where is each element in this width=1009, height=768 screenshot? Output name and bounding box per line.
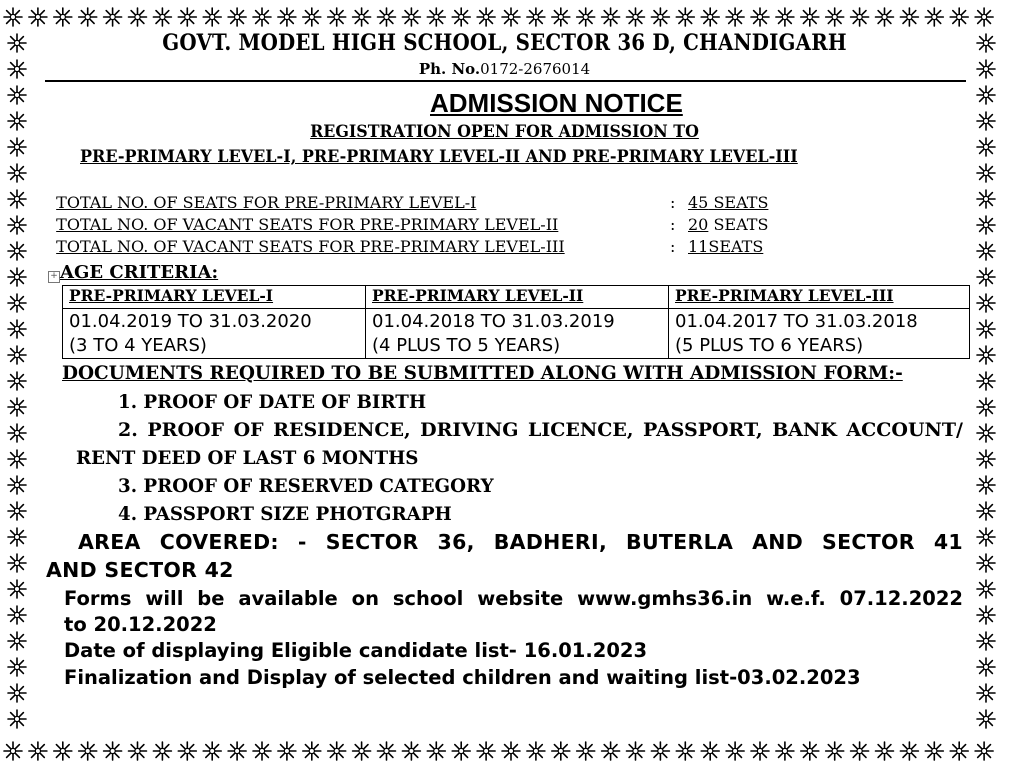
star-ornament-icon [8, 476, 26, 494]
star-ornament-icon [977, 190, 995, 208]
star-ornament-icon [452, 8, 470, 26]
seat-colon: : [670, 215, 676, 234]
final-list-date: Finalization and Display of selected children and waiting list-03.02.2023 [64, 666, 861, 689]
star-ornament-icon [8, 34, 26, 52]
seat-colon: : [670, 237, 676, 256]
table-header-cell: PRE-PRIMARY LEVEL-III [669, 286, 970, 309]
age-criteria-heading: AGE CRITERIA: [60, 262, 219, 283]
table-move-handle-icon[interactable]: + [48, 271, 60, 283]
star-ornament-icon [228, 742, 246, 760]
star-ornament-icon [402, 8, 420, 26]
star-ornament-icon [977, 580, 995, 598]
star-row-top [0, 4, 1009, 30]
star-ornament-icon [977, 632, 995, 650]
seat-row-2 [46, 215, 558, 234]
star-ornament-icon [977, 528, 995, 546]
star-ornament-icon [104, 742, 122, 760]
star-ornament-icon [801, 742, 819, 760]
phone-line [0, 60, 1009, 78]
star-ornament-icon [726, 742, 744, 760]
star-ornament-icon [8, 294, 26, 312]
date-range: 01.04.2019 TO 31.03.2020 [69, 311, 312, 332]
star-ornament-icon [203, 8, 221, 26]
phone-number: 0172-2676014 [480, 60, 591, 78]
star-ornament-icon [8, 346, 26, 364]
star-ornament-icon [627, 8, 645, 26]
star-ornament-icon [977, 658, 995, 676]
star-ornament-icon [726, 8, 744, 26]
star-ornament-icon [8, 242, 26, 260]
star-col-right [973, 0, 999, 768]
star-ornament-icon [253, 742, 271, 760]
date-range: 01.04.2017 TO 31.03.2018 [675, 311, 918, 332]
phone-label: Ph. No. [418, 60, 481, 78]
star-ornament-icon [950, 8, 968, 26]
table-cell [366, 309, 669, 359]
star-ornament-icon [977, 502, 995, 520]
star-ornament-icon [378, 742, 396, 760]
table-header-row [63, 286, 970, 309]
star-ornament-icon [651, 8, 669, 26]
age-range: (5 PLUS TO 6 YEARS) [675, 335, 864, 356]
table-row [63, 309, 970, 359]
star-ornament-icon [676, 8, 694, 26]
star-ornament-icon [353, 8, 371, 26]
star-ornament-icon [129, 8, 147, 26]
star-ornament-icon [977, 606, 995, 624]
school-name: GOVT. MODEL HIGH SCHOOL, SECTOR 36 D, CHANDIGARH [162, 30, 847, 56]
star-ornament-icon [303, 8, 321, 26]
star-ornament-icon [253, 8, 271, 26]
star-ornament-icon [751, 742, 769, 760]
star-ornament-icon [8, 684, 26, 702]
star-ornament-icon [977, 86, 995, 104]
star-ornament-icon [178, 8, 196, 26]
star-ornament-icon [627, 742, 645, 760]
star-ornament-icon [8, 658, 26, 676]
star-ornament-icon [751, 8, 769, 26]
document-item: 1. PROOF OF DATE OF BIRTH [118, 391, 427, 413]
seat-row-1 [46, 193, 476, 212]
star-ornament-icon [278, 8, 296, 26]
star-ornament-icon [977, 476, 995, 494]
star-ornament-icon [477, 742, 495, 760]
seat-unit: SEATS [708, 193, 769, 212]
star-ornament-icon [203, 742, 221, 760]
age-range: (3 TO 4 YEARS) [69, 335, 207, 356]
eligible-list-date: Date of displaying Eligible candidate list- 16.01.2023 [64, 639, 648, 662]
star-ornament-icon [8, 580, 26, 598]
star-ornament-icon [676, 742, 694, 760]
star-ornament-icon [552, 8, 570, 26]
star-ornament-icon [977, 450, 995, 468]
star-ornament-icon [353, 742, 371, 760]
star-ornament-icon [826, 742, 844, 760]
star-ornament-icon [977, 684, 995, 702]
star-ornament-icon [8, 528, 26, 546]
star-ornament-icon [851, 8, 869, 26]
star-ornament-icon [925, 8, 943, 26]
star-ornament-icon [651, 742, 669, 760]
star-ornament-icon [8, 372, 26, 390]
star-ornament-icon [977, 372, 995, 390]
seat-label: TOTAL NO. OF VACANT SEATS FOR PRE-PRIMARY LEVEL-II [56, 215, 559, 234]
age-range: (4 PLUS TO 5 YEARS) [372, 335, 561, 356]
star-ornament-icon [427, 742, 445, 760]
star-ornament-icon [977, 268, 995, 286]
documents-heading: DOCUMENTS REQUIRED TO BE SUBMITTED ALONG WITH ADMISSION FORM:- [62, 362, 903, 384]
seat-count: 45 [688, 193, 709, 212]
star-ornament-icon [925, 742, 943, 760]
age-criteria-table [62, 285, 970, 359]
star-ornament-icon [701, 8, 719, 26]
star-ornament-icon [977, 320, 995, 338]
star-ornament-icon [977, 398, 995, 416]
star-ornament-icon [104, 8, 122, 26]
date-range: 01.04.2018 TO 31.03.2019 [372, 311, 615, 332]
seat-value [688, 215, 768, 234]
star-ornament-icon [153, 742, 171, 760]
star-ornament-icon [851, 742, 869, 760]
star-ornament-icon [977, 216, 995, 234]
subtitle-2-part-b: II AND [505, 147, 567, 166]
star-ornament-icon [900, 742, 918, 760]
notice-subtitle-2 [80, 147, 798, 166]
table-cell [669, 309, 970, 359]
area-covered-line-2: AND SECTOR 42 [46, 558, 234, 582]
star-col-left [4, 0, 30, 768]
star-ornament-icon [328, 742, 346, 760]
header-divider [45, 80, 966, 82]
seat-label: TOTAL NO. OF VACANT SEATS FOR PRE-PRIMARY LEVEL-III [56, 237, 565, 256]
star-ornament-icon [876, 742, 894, 760]
star-ornament-icon [8, 606, 26, 624]
seat-row-3 [46, 237, 565, 256]
star-ornament-icon [8, 398, 26, 416]
star-ornament-icon [527, 742, 545, 760]
star-ornament-icon [8, 190, 26, 208]
star-ornament-icon [950, 742, 968, 760]
seat-unit: SEATS [708, 215, 769, 234]
star-ornament-icon [502, 742, 520, 760]
star-ornament-icon [977, 424, 995, 442]
star-ornament-icon [602, 8, 620, 26]
table-cell [63, 309, 366, 359]
seat-count: 11SEATS [688, 237, 764, 256]
star-ornament-icon [303, 742, 321, 760]
star-ornament-icon [178, 742, 196, 760]
star-ornament-icon [8, 632, 26, 650]
star-ornament-icon [378, 8, 396, 26]
star-ornament-icon [8, 424, 26, 442]
star-ornament-icon [776, 8, 794, 26]
subtitle-2-part-a: PRE-PRIMARY LEVEL-I, PRE-PRIMARY LEVEL- [80, 147, 506, 166]
star-ornament-icon [54, 742, 72, 760]
star-ornament-icon [977, 294, 995, 312]
area-covered-line-1: AREA COVERED: - SECTOR 36, BADHERI, BUTERLA AND SECTOR 41 [78, 530, 963, 554]
star-ornament-icon [452, 742, 470, 760]
star-ornament-icon [228, 8, 246, 26]
star-ornament-icon [801, 8, 819, 26]
star-ornament-icon [427, 8, 445, 26]
star-ornament-icon [278, 742, 296, 760]
notice-title: ADMISSION NOTICE [430, 88, 683, 118]
bottom-star-border [0, 738, 1009, 764]
star-ornament-icon [8, 554, 26, 572]
star-ornament-icon [876, 8, 894, 26]
star-ornament-icon [328, 8, 346, 26]
top-star-border [0, 4, 1009, 30]
star-ornament-icon [8, 268, 26, 286]
seat-value [688, 237, 763, 256]
star-ornament-icon [977, 34, 995, 52]
star-ornament-icon [977, 554, 995, 572]
document-item: 3. PROOF OF RESERVED CATEGORY [118, 475, 494, 497]
document-item: 4. PASSPORT SIZE PHOTGRAPH [118, 503, 452, 525]
document-item: 2. PROOF OF RESIDENCE, DRIVING LICENCE, PASSPORT, BANK ACCOUNT/ [118, 419, 963, 441]
star-ornament-icon [701, 742, 719, 760]
forms-availability-end: to 20.12.2022 [64, 613, 217, 636]
star-ornament-icon [977, 710, 995, 728]
seat-colon: : [670, 193, 676, 212]
star-ornament-icon [79, 742, 97, 760]
star-ornament-icon [8, 164, 26, 182]
star-ornament-icon [29, 742, 47, 760]
left-star-border [4, 0, 30, 768]
star-ornament-icon [8, 86, 26, 104]
seat-label: TOTAL NO. OF SEATS FOR PRE-PRIMARY LEVEL-I [56, 193, 477, 212]
star-ornament-icon [502, 8, 520, 26]
star-ornament-icon [977, 346, 995, 364]
star-ornament-icon [977, 242, 995, 260]
star-ornament-icon [826, 8, 844, 26]
star-ornament-icon [402, 742, 420, 760]
star-ornament-icon [79, 8, 97, 26]
star-ornament-icon [8, 450, 26, 468]
star-ornament-icon [54, 8, 72, 26]
star-row-bottom [0, 738, 1009, 764]
seat-value [688, 193, 768, 212]
star-ornament-icon [477, 8, 495, 26]
right-star-border [973, 0, 999, 768]
star-ornament-icon [8, 320, 26, 338]
star-ornament-icon [552, 742, 570, 760]
star-ornament-icon [8, 710, 26, 728]
star-ornament-icon [8, 502, 26, 520]
star-ornament-icon [602, 742, 620, 760]
subtitle-2-part-c: PRE-PRIMARY LEVEL-III [566, 147, 798, 166]
table-header-cell: PRE-PRIMARY LEVEL-I [63, 286, 366, 309]
seat-count: 20 [688, 215, 709, 234]
star-ornament-icon [776, 742, 794, 760]
star-ornament-icon [900, 8, 918, 26]
star-ornament-icon [527, 8, 545, 26]
star-ornament-icon [8, 216, 26, 234]
document-item-continued: RENT DEED OF LAST 6 MONTHS [76, 447, 419, 469]
table-header-cell: PRE-PRIMARY LEVEL-II [366, 286, 669, 309]
star-ornament-icon [153, 8, 171, 26]
star-ornament-icon [129, 742, 147, 760]
star-ornament-icon [977, 164, 995, 182]
star-ornament-icon [577, 8, 595, 26]
star-ornament-icon [577, 742, 595, 760]
star-ornament-icon [29, 8, 47, 26]
notice-subtitle-1: REGISTRATION OPEN FOR ADMISSION TO [310, 122, 699, 141]
forms-availability: Forms will be available on school website www.gmhs36.in w.e.f. 07.12.2022 [64, 587, 963, 610]
